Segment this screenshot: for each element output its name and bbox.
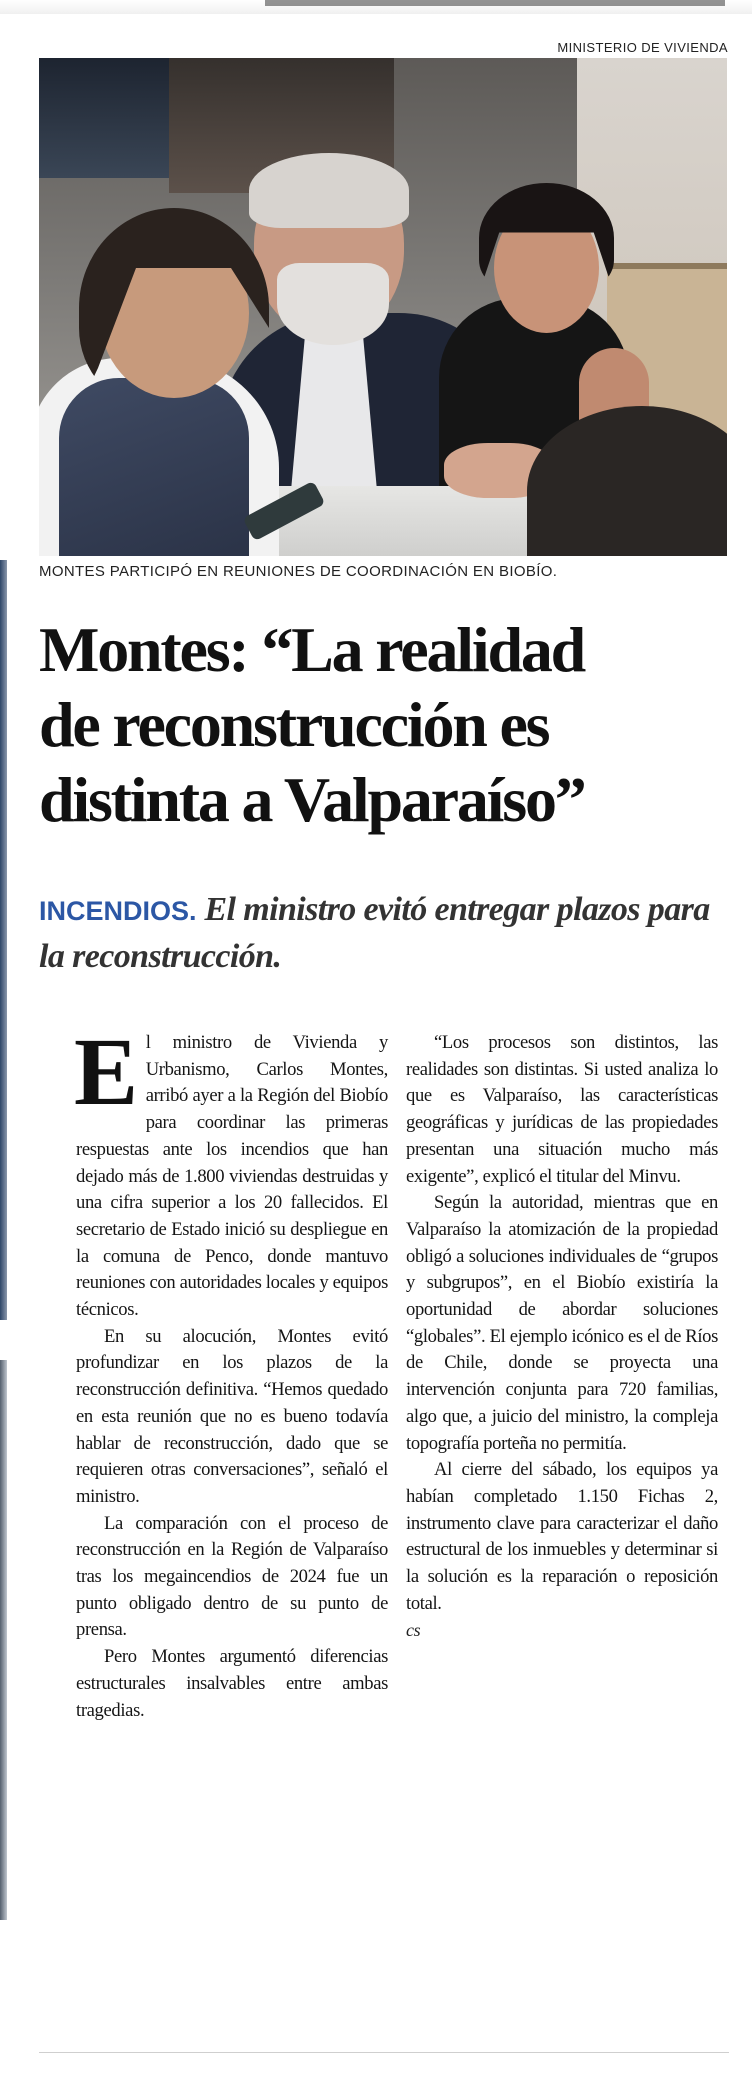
drop-cap: E: [74, 1018, 138, 1125]
cropped-header-mark: [265, 0, 725, 6]
page-edge-shadow: [0, 1360, 7, 1920]
article-column-left: [74, 1018, 388, 1724]
photo-woman-left-vest: [59, 378, 249, 556]
photo-caption: MONTES PARTICIPÓ EN REUNIONES DE COORDINACIÓN EN BIOBÍO.: [39, 563, 558, 580]
headline-line: distinta a Valparaíso”: [39, 764, 585, 835]
deck: [39, 887, 729, 980]
photo-man-hair: [249, 153, 409, 228]
photo-man-beard: [277, 263, 389, 345]
paragraph: En su alocución, Montes evitó profundizar en los plazos de la reconstrucción definitiva. “Hemos quedado en esta reunión que no es bueno todavía hablar de reconstrucción, dado que se requieren otras conversaciones”, señaló el ministro.: [76, 1325, 388, 1507]
end-mark: cs: [406, 1620, 421, 1641]
paragraph: Según la autoridad, mientras que en Valparaíso la atomización de la propiedad obligó a soluciones individuales de “grupos y subgrupos”, en el Biobío existiría la oportunidad de abordar soluciones “globales”. El ejemplo icónico es el de Ríos de Chile, donde se proyecta una intervención conjunta para 720 familias, algo que, a juicio del ministro, la compleja topografía porteña no permitía.: [406, 1192, 718, 1454]
bottom-rule: [39, 2052, 729, 2053]
page-edge-shadow: [0, 560, 7, 1320]
headline-line: de reconstrucción es: [39, 689, 549, 760]
paragraph: [74, 1018, 388, 1324]
paragraph: La comparación con el proceso de reconstrucción en la Región de Valparaíso tras los megaincendios de 2024 fue un punto obligado dentro de su punto de prensa.: [76, 1512, 388, 1641]
article-photo: [39, 58, 727, 556]
headline-line: Montes: “La realidad: [39, 614, 585, 685]
photo-credit: MINISTERIO DE VIVIENDA: [557, 40, 728, 55]
paragraph: Al cierre del sábado, los equipos ya habían completado 1.150 Fichas 2, instrumento clave para caracterizar el daño estructural de los inmuebles y determinar si la solución es la reparación o reposición total.: [406, 1459, 718, 1614]
deck-text: El ministro evitó entregar plazos para la reconstrucción.: [39, 891, 710, 975]
headline: [39, 612, 729, 837]
paragraph: “Los procesos son distintos, las realidades son distintas. Si usted analiza lo que es Valparaíso, las características geográficas y jurídicas de las propiedades presentan una situación mucho más exigente”, explicó el titular del Minvu.: [406, 1032, 718, 1187]
paragraph: [406, 1617, 718, 1645]
section-kicker: INCENDIOS.: [39, 896, 197, 926]
article-column-right: [406, 1030, 718, 1645]
paragraph: Pero Montes argumentó diferencias estructurales insalvables entre ambas tragedias.: [76, 1646, 388, 1721]
paragraph-text: l ministro de Vivienda y Urbanismo, Carlos Montes, arribó ayer a la Región del Biobío para coordinar las primeras respuestas ante los incendios que han dejado más de 1.800 viviendas destruidas y una cifra superior a los 20 fallecidos. El secretario de Estado inició su despliegue en la comuna de Penco, donde mantuvo reuniones con autoridades locales y equipos técnicos.: [76, 1032, 388, 1321]
previous-page-strip: [0, 0, 752, 14]
